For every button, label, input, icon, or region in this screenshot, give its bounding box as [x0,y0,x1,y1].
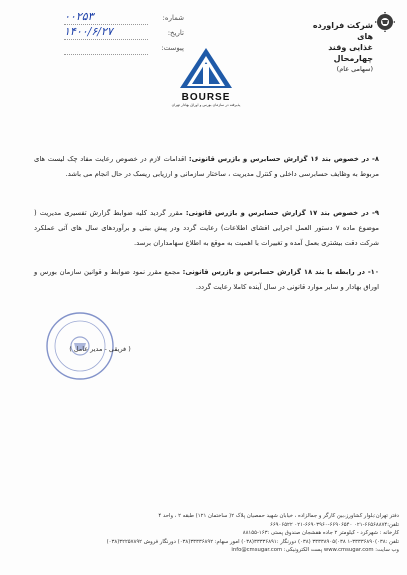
paragraph-10 [34,265,379,295]
date-value: ۱۴۰۰/۶/۲۷ [64,25,113,38]
bourse-name: BOURSE [181,92,231,103]
company-name-line1: شرکت فراورده های [312,21,373,41]
number-label: شماره: [162,14,184,22]
company-name-line3: چهارمحال [333,54,373,63]
footer-factory-phones: تلفن :۰۳۸)۳۳۳۳۶۸۹۰-۱ ۰۳۸)۳۳۳۳۸۹۰۵ (۰۳۸) دورنگار :۳۳۳۳۶۸۹۱(۰۳۸) امور سهام: ۳۳۳۳۶۸۹۲(۰۳۸) دورنگار فروش ۳۲۲۵۷۸۹۲(۰۳۸) [106,538,399,545]
attachment-label: پیوست: [161,44,184,52]
attachment-dotted-line [64,54,148,55]
paragraph-10-heading: ۱۰- در رابطه با بند ۱۸ گزارش حسابرس و بازرس قانونی: [182,268,379,276]
footer-tehran-address: دفتر تهران:بلوار کشاورز،بین کارگر و جمالزاده ، خیابان شهید حمصیان پلاک ۲( ساختمان ۱۲۱) طبقه ۲ ، واحد ۴ [158,513,399,519]
company-gear-logo-icon [375,12,395,32]
bourse-logo [171,46,241,110]
paragraph-9-heading: ۹- در خصوص بند ۱۷ گزارش حسابرس و بازرس قانونی: [185,209,379,217]
bourse-triangle-icon [176,46,236,90]
company-type: (سهامی عام) [336,65,373,73]
company-name-line2: غذایی وقند [328,43,373,52]
paragraph-8-text: اقدامات لازم در خصوص رعایت مفاد چک لیست های مربوط به وظایف حسابرسی داخلی و کنترل مدیریت ، ساختار سازمانی و ارزیابی ریسک در حال انجام می باشد. [34,155,379,178]
bourse-subtitle: پذیرفته در سازمان بورس و اوراق بهادار تهران [171,103,241,107]
paragraph-10-text: مجمع مقرر نمود ضوابط و قوانین سازمان بورس و اوراق بهادار و سایر موارد قانونی در سال آینده کاملا رعایت گردد. [34,268,379,291]
letter-footer [8,512,399,555]
footer-web: وب سایت: www.cmsugar.com پست الکترونیکی: info@cmsugar.com [231,547,399,554]
date-label: تاریخ: [167,29,184,37]
meta-attachment-row [64,44,184,59]
signature-line: ( فریقی - مدیر عامل ) [69,345,131,353]
paragraph-9 [34,206,379,251]
footer-factory-address: کارخانه : شهرکرد - کیلومتر ۲ جاده هفشجان صندوق پستی :۱۶۳-۸۸۱۵۵ [242,530,399,537]
paragraph-8-heading: ۸- در خصوص بند ۱۶ گزارش حسابرس و بازرس قانونی: [188,155,379,163]
letter-meta [64,10,184,59]
number-value: ۰۰۲۵۳ [64,10,94,23]
company-name-block [303,20,373,75]
footer-tehran-phones: تلفن:۶۶۵۶۸۸۷۴-۰۲۱ ۶۶۹۰۶۵۴۰-۶۶۹۰۳۹۶۰-۰۲۱ ۶۶۹۰۶۵۲۲ [269,521,399,528]
paragraph-8 [34,152,379,182]
meta-date-row [64,25,184,44]
date-dotted-line [64,39,148,40]
paragraph-9-text: مقرر گردید کلیه ضوابط گزارش تفسیری مدیریت ( موضوع ماده ۷ دستور العمل اجرایی افشای اطلاعات) رعایت گردد ودر پیش بینی و برآوردهای سال های آتی عملکرد شرکت دقت بیشتری بعمل آمده و تغییرات با اهمیت به موقع به اطلاع سهامداران برسد. [34,209,379,247]
